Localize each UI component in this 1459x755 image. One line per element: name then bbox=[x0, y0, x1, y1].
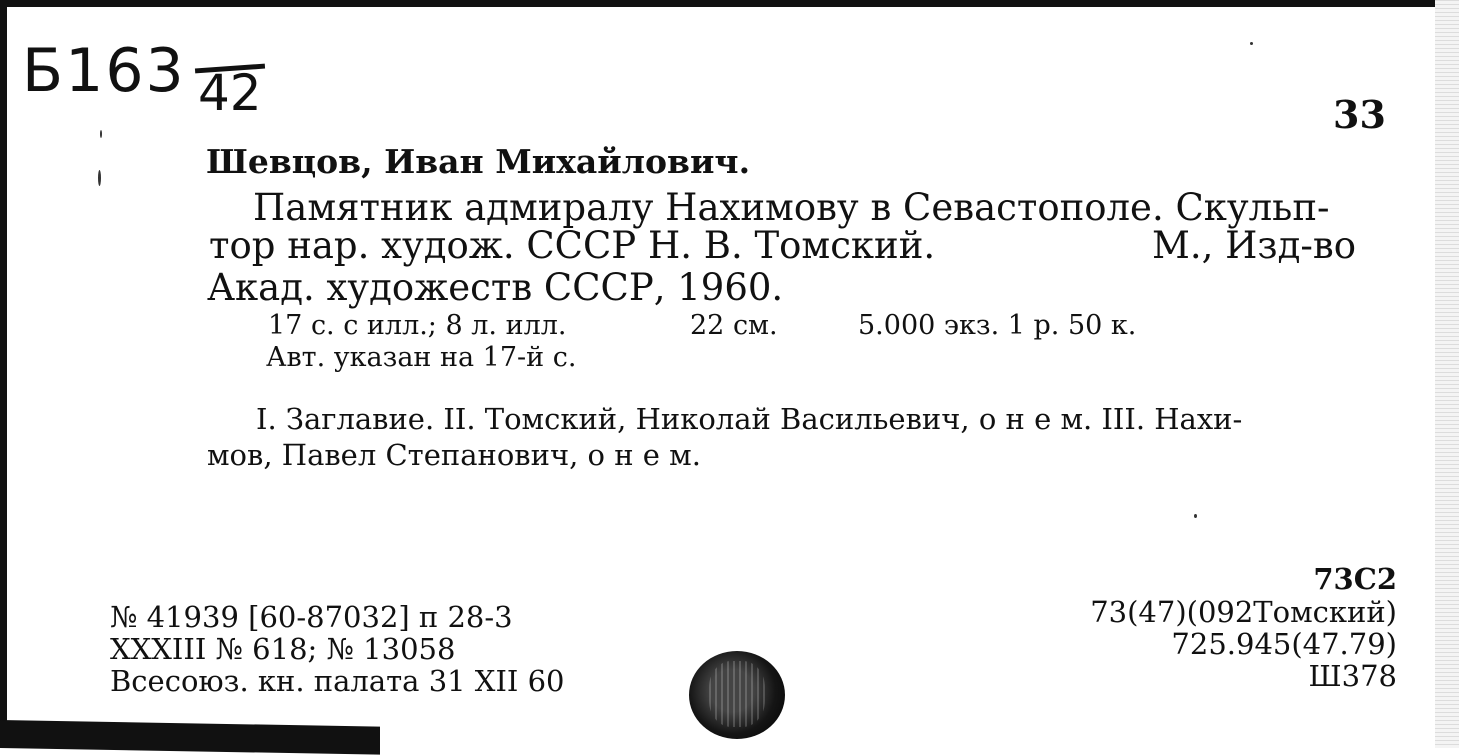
card-top-edge bbox=[0, 0, 1459, 7]
classification-3: 725.945(47.79) bbox=[1171, 627, 1397, 661]
collation-print-price: 5.000 экз. 1 р. 50 к. bbox=[858, 310, 1137, 341]
author-heading: Шевцов, Иван Михайлович. bbox=[206, 142, 751, 181]
collation-pages: 17 с. с илл.; 8 л. илл. bbox=[268, 310, 567, 341]
author-note: Авт. указан на 17-й с. bbox=[266, 342, 577, 373]
dust-speck bbox=[1250, 42, 1253, 45]
card-left-edge bbox=[0, 0, 7, 748]
title-line-3: Акад. художеств СССР, 1960. bbox=[207, 266, 784, 309]
tracing-line-2: мов, Павел Степанович, о н е м. bbox=[207, 438, 701, 472]
classification-2: 73(47)(092Томский) bbox=[1090, 595, 1397, 629]
punch-hole bbox=[689, 651, 785, 739]
page-number: 33 bbox=[1333, 92, 1386, 137]
title-line-1: Памятник адмиралу Нахимову в Севастополе. Скульп- bbox=[253, 186, 1330, 229]
handwritten-number: 42 bbox=[198, 64, 262, 122]
card-right-edge bbox=[1435, 0, 1459, 748]
record-number-line: № 41939 [60-87032] п 28-3 bbox=[110, 600, 513, 634]
title-line-2: тор нар. худож. СССР Н. В. Томский. bbox=[209, 224, 936, 267]
dust-speck bbox=[100, 130, 102, 138]
card-bottom-edge bbox=[0, 720, 380, 755]
collation-size: 22 см. bbox=[690, 310, 778, 341]
publisher-place: М., Изд-во bbox=[1152, 224, 1357, 267]
classification-4: Ш378 bbox=[1308, 659, 1397, 693]
chamber-date-line: Всесоюз. кн. палата 31 XII 60 bbox=[110, 664, 565, 698]
classification-1: 73С2 bbox=[1313, 562, 1397, 596]
dust-speck bbox=[1194, 514, 1197, 518]
handwritten-shelfmark: Б163 bbox=[22, 36, 186, 106]
tracing-line-1: I. Заглавие. II. Томский, Николай Васильевич, о н е м. III. Нахи- bbox=[256, 402, 1243, 436]
dust-speck bbox=[98, 170, 101, 186]
record-volume-line: XXXIII № 618; № 13058 bbox=[110, 632, 456, 666]
